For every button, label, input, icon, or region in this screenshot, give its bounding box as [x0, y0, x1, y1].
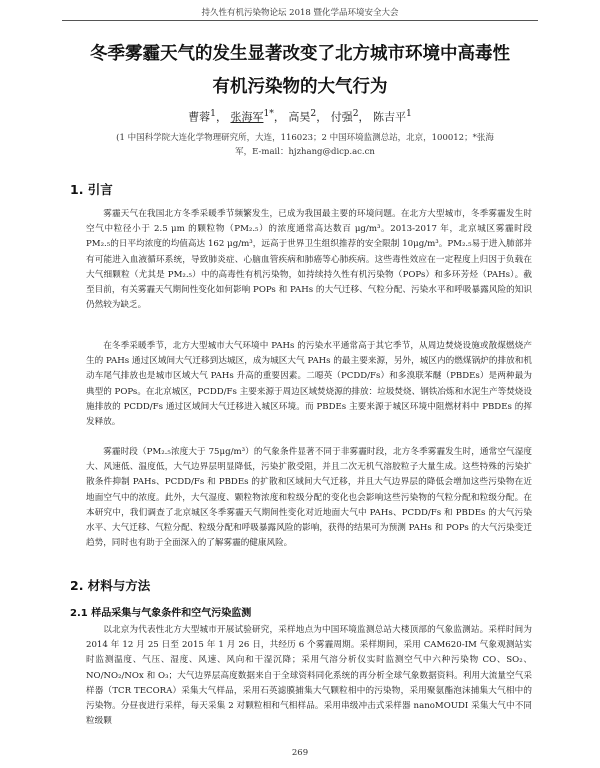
- intro-paragraph-1: 雾霾天气在我国北方冬季采暖季节频繁发生，已成为我国最主要的环境问题。在北方大型城市，冬季雾霾发生时空气中粒径小于 2.5 μm 的颗粒物（PM₂.₅）的浓度通常高达数百 μg/m³。2013-2017 年，北京城区雾霾时段 PM₂.₅的日平均浓度的均值高达 162 μg/m³，远高于世界卫生组织推荐的安全限制 10μg/m³。PM₂.₅易于进入肺部并有可能进入血液循环系统，导致肺炎症、心脑血管疾病和肺癌等心肺疾病。这些毒性效应在一定程度上归因于负载在大气细颗粒（尤其是 PM₂.₅）中的高毒性有机污染物，如持续持久性有机污染物（POPs）和多环芳烃（PAHs）。截至目前，有关雾霾天气期间性变化如何影响 POPs 和 PAHs 的大气迁移、气粒分配、污染水平和呼吸暴露风险的知识仍然较为缺乏。: [86, 209, 532, 311]
- section-heading-intro: 1. 引言: [70, 182, 113, 197]
- author-sup: 2: [352, 108, 359, 119]
- subsection-heading-sampling: 2.1 样品采集与气象条件和空气污染监测: [70, 608, 252, 619]
- affiliation: [100, 131, 510, 159]
- author-sup: 2: [310, 108, 317, 119]
- intro-paragraph-3: 雾霾时段（PM₂.₅浓度大于 75μg/m³）的气象条件显著不同于非雾霾时段，北方冬季雾霾发生时，通常空气湿度大、风速低、温度低，大气边界层明显降低，污染扩散受阻，并且二次无机气溶胶粒子大量生成。这些特殊的污染扩散条件抑制 PAHs、PCDD/Fs 和 PBDEs 的扩散和区域间大气迁移，并且大气边界层的降低会增加这些污染物在近地面空气中的浓度。此外，大气湿度、颗粒物浓度和粒级分配的变化也会影响这些污染物的气粒分配和粒级分配。在本研究中，我们调查了北京城区冬季雾霾天气期间性变化对近地面大气中 PAHs、PCDD/Fs 和 PBDEs 的大气污染水平、大气迁移、气粒分配、粒级分配和呼吸暴露风险的影响，获得的结果可为预测 PAHs 和 POPs 的大气污染变迁趋势，同时也有助于全面深入的了解雾霾的健康风险。: [86, 447, 533, 549]
- author-sup: 1: [210, 108, 216, 119]
- paper-title: [40, 38, 560, 104]
- author-list: 曹蓉$^1$， 张海军$^{1*}$， 高昊$^2$， 付强$^2$， 陈吉平$^1$: [188, 108, 412, 124]
- header-rule: [62, 20, 538, 21]
- methods-paragraph-1: 以北京为代表性北方大型城市开展试验研究，采样地点为中国环境监测总站大楼顶部的气象监测站。采样时间为 2014 年 12 月 25 日至 2015 年 1 月 26 日，共经历 6 个雾霾周期。采样期间，采用 CAM620-IM 气象观测站实时监测温度、气压、湿度、风速、风向和干湿沉降；采用气溶分析仪实时监测空气中六种污染物 CO、SO₂、NO/NO₂/NOx 和 O₃；大气边界层高度数据来自于全球资料同化系统的再分析全球气象数据资料。利用大流量空气采样器（TCR TECORA）采集大气样品，采用石英滤膜捕集大气颗粒相中的污染物，采用聚氨酯泡沫捕集大气相中的污染物。分昼夜进行采样，每天采集 2 对颗粒相和气相样品。采用串级冲击式采样器 nanoMOUDI 采集大气中不同粒级颗: [86, 625, 532, 727]
- author: 高昊: [288, 110, 311, 124]
- affiliation-line-1: (1 中国科学院大连化学物理研究所，大连，116023；2 中国环境监测总站，北京，100012；*张海: [116, 133, 494, 143]
- author-sup: 1*: [263, 108, 274, 119]
- title-line-1: 冬季雾霾天气的发生显著改变了北方城市环境中高毒性: [90, 44, 510, 64]
- intro-paragraph-2: 在冬季采暖季节，北方大型城市大气环境中 PAHs 的污染水平通常高于其它季节，从周边焚烧设施或散煤燃烧产生的 PAHs 通过区域间大气迁移到达城区，成为城区大气 PAHs 的最主要来源，另外，城区内的燃煤锅炉的排放和机动车尾气排放也是城市区域大气 PAHs 升高的重要因素。二噁英（PCDD/Fs）和多溴联苯醚（PBDEs）是两种最为典型的 POPs。在北京城区，PCDD/Fs 主要来源于周边区域焚烧源的排放：垃圾焚烧、钢铁冶炼和水泥生产等焚烧设施排放的 PCDD/Fs 通过区域间大气迁移进入城区环境。而 PBDEs 主要来源于城区环境中阻燃材料中 PBDEs 的挥发释放。: [86, 341, 532, 428]
- affiliation-line-2: 军，E-mail：hjzhang@dicp.ac.cn: [235, 147, 375, 157]
- author-corresponding: 张海军: [230, 110, 264, 124]
- author: 付强: [330, 110, 353, 124]
- author: 曹蓉: [188, 110, 211, 124]
- page-number: 269: [291, 748, 309, 758]
- author-sup: 1: [406, 108, 412, 119]
- author: 陈吉平: [373, 110, 407, 124]
- title-line-2: 有机污染物的大气行为: [212, 77, 388, 97]
- section-heading-methods: 2. 材料与方法: [70, 578, 151, 593]
- running-head: 持久性有机污染物论坛 2018 暨化学品环境安全大会: [201, 8, 399, 18]
